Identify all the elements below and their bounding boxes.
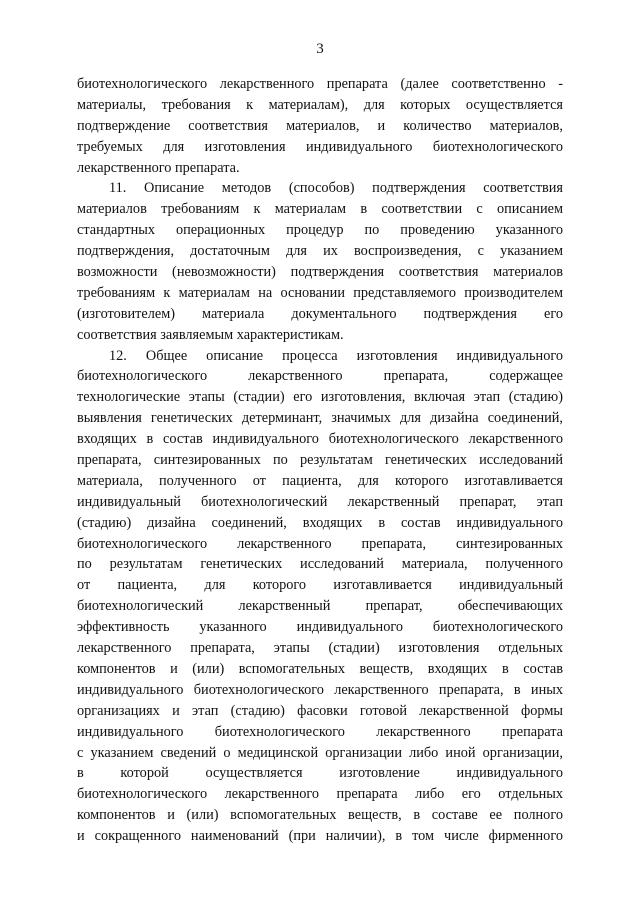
- text-line: биотехнологического лекарственного препарата, содержащее: [77, 368, 563, 385]
- text-line: выявления генетических детерминант, значимых для дизайна соединений,: [77, 410, 563, 427]
- text-line: возможности (невозможности) подтверждения соответствия материалов: [77, 264, 563, 281]
- text-line: индивидуальный биотехнологический лекарственный препарат, этап: [77, 493, 563, 510]
- text-line: индивидуального биотехнологического лекарственного препарата, в иных: [77, 681, 563, 698]
- text-line: требуемых для изготовления индивидуального биотехнологического: [77, 138, 563, 155]
- text-line: подтверждения, достаточным для их воспроизведения, с указанием: [77, 243, 563, 260]
- page-number: 3: [316, 41, 324, 57]
- text-line: компонентов и (или) вспомогательных веществ, входящих в состав: [77, 660, 563, 677]
- text-line: материалы, требования к материалам), для которых осуществляется: [77, 96, 563, 113]
- text-line: технологические этапы (стадии) его изготовления, включая этап (стадию): [77, 389, 563, 406]
- text-line: лекарственного препарата.: [77, 159, 240, 176]
- text-line: индивидуального биотехнологического лекарственного препарата: [77, 723, 563, 740]
- paragraph-continuation: [77, 74, 563, 178]
- text-line: биотехнологического лекарственного препарата либо его отдельных: [77, 786, 563, 803]
- text-line: материала, полученного от пациента, для которого изготавливается: [77, 472, 563, 489]
- paragraph-item-12: [77, 346, 563, 847]
- text-line: от пациента, для которого изготавливается индивидуальный: [77, 577, 563, 594]
- text-line: по результатам генетических исследований материала, полученного: [77, 556, 563, 573]
- text-line: биотехнологический лекарственный препарат, обеспечивающих: [77, 598, 563, 615]
- text-line: подтверждение соответствия материалов, и количество материалов,: [77, 117, 563, 134]
- text-line: входящих в состав индивидуального биотехнологического лекарственного: [77, 431, 563, 448]
- text-line: стандартных операционных процедур по проведению указанного: [77, 222, 563, 239]
- text-line: компонентов и (или) вспомогательных веществ, в составе ее полного: [77, 807, 563, 824]
- text-line: с указанием сведений о медицинской организации либо иной организации,: [77, 744, 563, 761]
- document-body: [77, 74, 563, 847]
- text-line: (изготовителем) материала документального подтверждения его: [77, 305, 563, 322]
- text-line: лекарственного препарата, этапы (стадии) изготовления отдельных: [77, 640, 563, 657]
- text-line: в которой осуществляется изготовление индивидуального: [77, 765, 563, 782]
- text-line: организациях и этап (стадию) фасовки готовой лекарственной формы: [77, 702, 563, 719]
- text-line: соответствия заявляемым характеристикам.: [77, 326, 344, 343]
- text-line: биотехнологического лекарственного препарата, синтезированных: [77, 535, 563, 552]
- text-line: 11. Описание методов (способов) подтверждения соответствия: [109, 180, 563, 197]
- text-line: и сокращенного наименований (при наличии), в том числе фирменного: [77, 828, 563, 845]
- paragraph-item-11: [77, 178, 563, 345]
- text-line: биотехнологического лекарственного препарата (далее соответственно -: [77, 76, 563, 92]
- text-line: 12. Общее описание процесса изготовления индивидуального: [109, 347, 563, 364]
- text-line: (стадию) дизайна соединений, входящих в состав индивидуального: [77, 514, 563, 531]
- text-line: требованиям к материалам на основании представляемого производителем: [77, 284, 563, 301]
- text-line: эффективность указанного индивидуального биотехнологического: [77, 619, 563, 636]
- text-line: материалов требованиям к материалам в соответствии с описанием: [77, 201, 563, 218]
- text-line: препарата, синтезированных по результатам генетических исследований: [77, 452, 563, 469]
